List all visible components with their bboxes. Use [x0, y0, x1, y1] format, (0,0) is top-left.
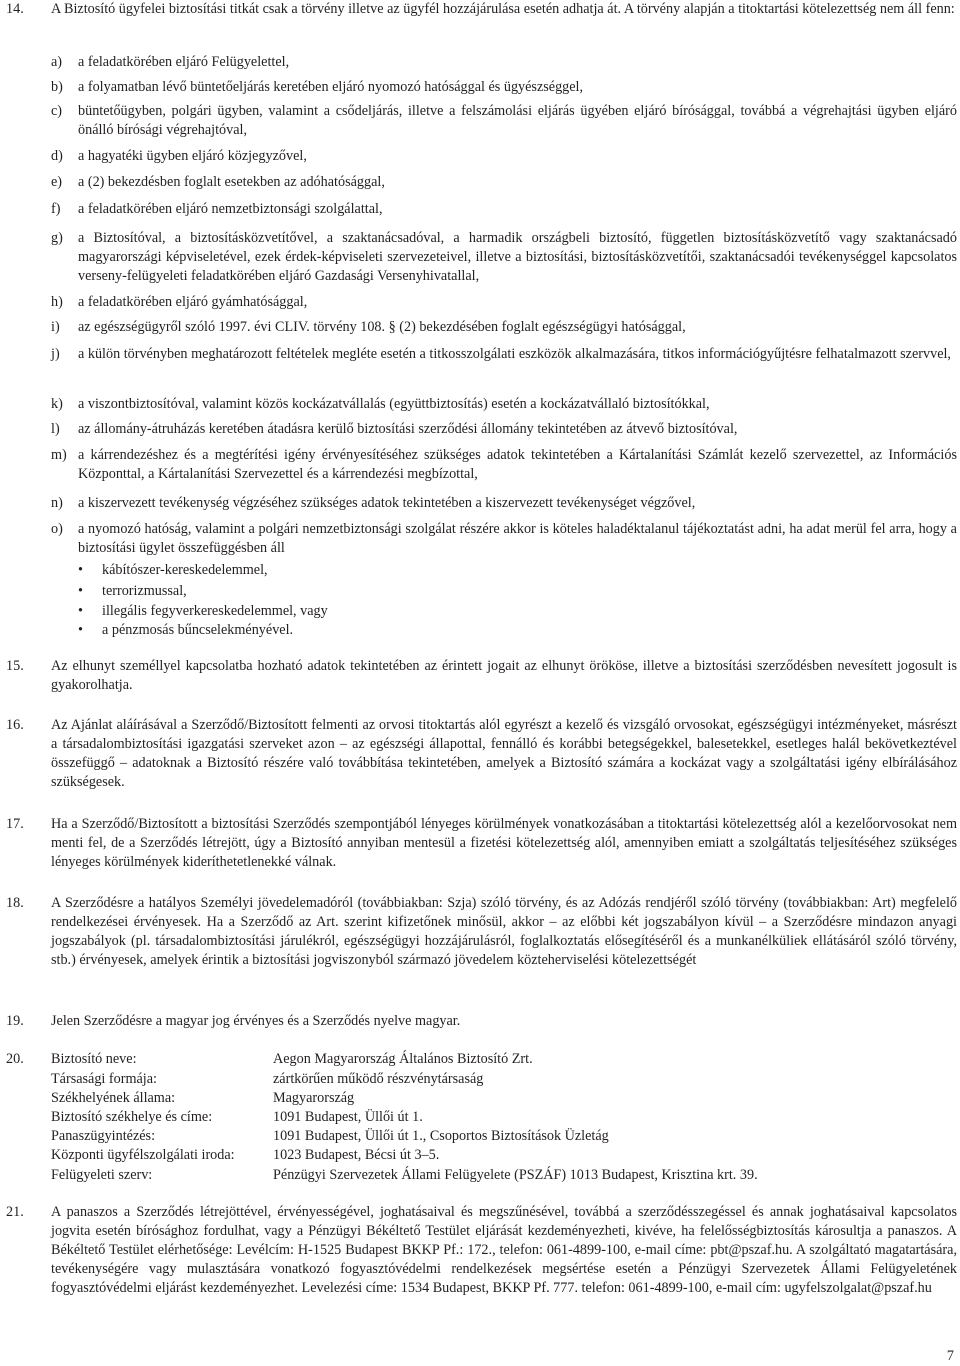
info-value: 1091 Budapest, Üllői út 1., Csoportos Biztosítások Üzletág [273, 1128, 609, 1144]
item-letter: j) [51, 346, 60, 362]
page-number: 7 [946, 1348, 954, 1364]
bullet-glyph: • [78, 583, 83, 599]
section-number: 21. [6, 1204, 24, 1220]
item-letter: l) [51, 421, 60, 437]
item-text: a kiszervezett tevékenység végzéséhez szükséges adatok tekintetében a kiszervezett tevékenységet végzővel, [78, 495, 696, 511]
item-text: a folyamatban lévő büntetőeljárás keretében eljáró nyomozó hatósággal és ügyészséggel, [78, 79, 584, 95]
item-letter: e) [51, 174, 63, 190]
info-label: Biztosító neve: [51, 1051, 137, 1067]
bullet-text: kábítószer-kereskedelemmel, [102, 562, 268, 578]
item-letter: f) [51, 201, 61, 217]
item-letter: d) [51, 148, 63, 164]
item-text: a feladatkörében eljáró Felügyelettel, [78, 54, 290, 70]
item-text: a feladatkörében eljáró nemzetbiztonsági szolgálattal, [78, 201, 383, 217]
item-text: büntetőügyben, polgári ügyben, valamint a csődeljárás, illetve a felszámolási eljárás ügyében eljáró bírósággal, továbbá a végrehajtási ügyben eljáró önálló bírósági végrehajtóval, [78, 103, 957, 138]
item-text: a (2) bekezdésben foglalt esetekben az adóhatósággal, [78, 174, 385, 190]
info-label: Biztosító székhelye és címe: [51, 1109, 213, 1125]
info-label: Panaszügyintézés: [51, 1128, 156, 1144]
section-text: Jelen Szerződésre a magyar jog érvényes és a Szerződés nyelve magyar. [51, 1013, 461, 1029]
info-value: zártkörűen működő részvénytársaság [273, 1071, 484, 1087]
item-letter: k) [51, 396, 63, 412]
item-letter: b) [51, 79, 63, 95]
item-letter: h) [51, 294, 63, 310]
item-text: a feladatkörében eljáró gyámhatósággal, [78, 294, 308, 310]
info-value: Aegon Magyarország Általános Biztosító Zrt. [273, 1051, 533, 1067]
info-label: Felügyeleti szerv: [51, 1167, 153, 1183]
bullet-glyph: • [78, 622, 83, 638]
info-value: Magyarország [273, 1090, 355, 1106]
section-text: Ha a Szerződő/Biztosított a biztosítási Szerződés szempontjából lényeges körülmények vonatkozásában a titoktartási kötelezettség alól a kezelőorvosokat nem menti fel, de a Szerződés létrejött, úgy a Biztosító annyiban mentesül a fizetési kötelezettség alól, amennyiben emiatt a szolgáltatás teljesítéséhez szükséges lényeges körülmények kideríthetetlenekké válnak. [51, 816, 957, 870]
info-value: Pénzügyi Szervezetek Állami Felügyelete (PSZÁF) 1013 Budapest, Krisztina krt. 39. [273, 1167, 758, 1183]
info-label: Társasági formája: [51, 1071, 157, 1087]
info-label: Központi ügyfélszolgálati iroda: [51, 1147, 235, 1163]
bullet-glyph: • [78, 603, 83, 619]
section-number: 17. [6, 816, 24, 832]
item-text: a nyomozó hatóság, valamint a polgári nemzetbiztonsági szolgálat részére akkor is köteles haladéktalanul tájékoztatást adni, ha adat merül fel arra, hogy a biztosítási ügylet összefüggésben áll [78, 521, 957, 556]
section-text: Az elhunyt személlyel kapcsolatba hozható adatok tekintetében az érintett jogait az elhunyt örököse, illetve a biztosítási szerződésben nevesített jogosult is gyakorolhatja. [51, 658, 957, 693]
item-text: a külön törvényben meghatározott feltételek megléte esetén a titkosszolgálati eszközök alkalmazására, titkos információgyűjtésre felhatalmazott szervvel, [78, 346, 951, 362]
section-number: 14. [6, 1, 24, 17]
item-letter: m) [51, 447, 67, 463]
section-number: 18. [6, 895, 24, 911]
section-text: Az Ajánlat aláírásával a Szerződő/Biztosított felmenti az orvosi titoktartás alól egyrészt a kezelő és vizsgáló orvosokat, egészségügyi intézményeket, másrészt a társadalombiztosítási igazgatási szerveket azon – az egészségi állapottal, fennálló és korábbi betegségekkel, balesetekkel, esetleges halál bekövetkeztével összefüggő – adatoknak a Biztosító részére való továbbítása tekintetében, amelyek a Biztosító számára a kockázat vagy a szolgáltatási igény elbírálásához szükségesek. [51, 717, 957, 790]
section-number: 15. [6, 658, 24, 674]
item-text: a kárrendezéshez és a megtérítési igény érvényesítéséhez szükséges adatok tekintetében a Kártalanítási Számlát kezelő szervezettel, az Információs Központtal, a Kártalanítási Szervezettel és a kárrendezési megbízottal, [78, 447, 957, 482]
section-number: 20. [6, 1051, 24, 1067]
info-value: 1023 Budapest, Bécsi út 3–5. [273, 1147, 440, 1163]
item-text: a Biztosítóval, a biztosításközvetítővel, a szaktanácsadóval, a harmadik országbeli biztosító, független biztosításközvetítő vagy szaktanácsadó magyarországi képviseletével, ezek érdek-képviseleti szervezeteivel, illetve a biztosítási, biztosításközvetítői, szaktanácsadói tevékenységgel kapcsolatos verseny-felügyeleti feladatkörében eljáró Gazdasági Versenyhivatallal, [78, 230, 957, 284]
info-label: Székhelyének állama: [51, 1090, 176, 1106]
item-letter: i) [51, 319, 60, 335]
item-letter: o) [51, 521, 63, 537]
bullet-text: a pénzmosás bűncselekményével. [102, 622, 294, 638]
item-letter: n) [51, 495, 63, 511]
item-letter: a) [51, 54, 63, 70]
section-text: A Szerződésre a hatályos Személyi jövedelemadóról (továbbiakban: Szja) szóló törvény, és az Adózás rendjéről szóló törvény (továbbiakban: Art) megfelelő rendelkezései érvényesek. Ha a Szerződő az Art. szerint kifizetőnek minősül, akkor – az előbbi két jogszabályon kívül – a Szerződésre mindazon anyagi jogszabályok (pl. társadalombiztosítási járulékról, egészségügyi hozzájárulásról, foglalkoztatás elősegítéséről és a munkanélküliek ellátásáról szóló törvény, stb.) érvényesek, amelyek érintik a biztosítási jogviszonyból származó jövedelem közteherviselési kötelezettségét [51, 895, 957, 968]
item-letter: g) [51, 230, 63, 246]
item-text: az egészségügyről szóló 1997. évi CLIV. törvény 108. § (2) bekezdésében foglalt egészségügyi hatósággal, [78, 319, 686, 335]
item-text: a viszontbiztosítóval, valamint közös kockázatvállalás (együttbiztosítás) esetén a kockázatvállaló biztosítókkal, [78, 396, 710, 412]
section-text: A panaszos a Szerződés létrejöttével, érvényességével, joghatásaival és megszűnésével, továbbá a szerződésszegéssel és annak joghatásaival kapcsolatos jogvita esetén bírósághoz fordulhat, vagy a Pénzügyi Békéltető Testület eljárását kezdeményezheti, kivéve, ha felelősségbiztosítás károsultja a panaszos. A Békéltető Testület elérhetősége: Levélcím: H-1525 Budapest BKKP Pf.: 172., telefon: 061-4899-100, e-mail címe: pbt@pszaf.hu. A szolgáltató magatartására, tevékenységére vagy mulasztására vonatkozó fogyasztóvédelmi rendelkezések megsértése esetén a Pénzügyi Szervezetek Állami Felügyeletének fogyasztóvédelmi eljárást kezdeményezhet. Levelezési címe: 1534 Budapest, BKKP Pf. 777. telefon: 061-4899-100, e-mail cím: ugyfelszolgalat@pszaf.hu [51, 1204, 957, 1296]
section-number: 19. [6, 1013, 24, 1029]
item-letter: c) [51, 103, 63, 119]
bullet-glyph: • [78, 562, 83, 578]
section-intro: A Biztosító ügyfelei biztosítási titkát csak a törvény illetve az ügyfél hozzájárulása esetén adhatja át. A törvény alapján a titoktartási kötelezettség nem áll fenn: [51, 1, 955, 17]
item-text: az állomány-átruházás keretében átadásra kerülő biztosítási szerződési állomány tekintetében az átvevő biztosítóval, [78, 421, 738, 437]
info-value: 1091 Budapest, Üllői út 1. [273, 1109, 423, 1125]
bullet-text: terrorizmussal, [102, 583, 187, 599]
bullet-text: illegális fegyverkereskedelemmel, vagy [102, 603, 328, 619]
item-text: a hagyatéki ügyben eljáró közjegyzővel, [78, 148, 307, 164]
section-number: 16. [6, 717, 24, 733]
